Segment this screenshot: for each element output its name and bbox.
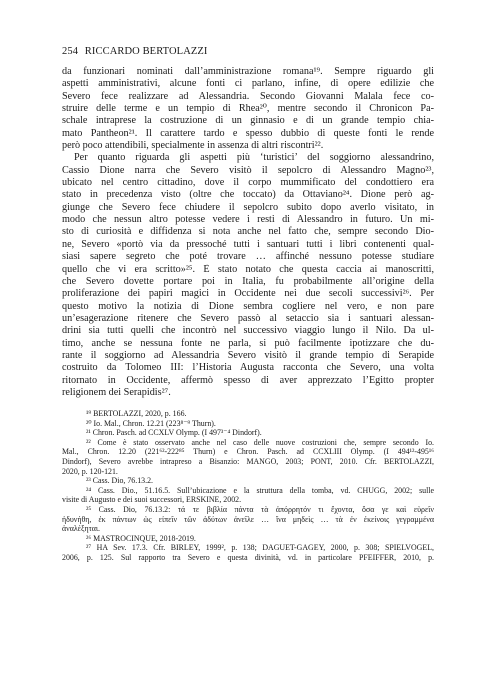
- text-line: giunge che Severo fece chiudere il sepolcro subito dopo averlo visitato, in: [62, 201, 434, 213]
- text-line: però poco attendibili, specialmente in assenza di altri riscontri²².: [62, 140, 324, 152]
- footnotes: [62, 409, 434, 563]
- footnote-continuation: 2020, p. 120-121.: [62, 466, 118, 476]
- footnote-continuation: ἀναλέξηται.: [62, 524, 101, 534]
- text-line: aspetti amministrativi, alcune fonti ci parlano, infine, di opere edilizie che: [62, 78, 434, 90]
- footnote: ²⁶ MASTROCINQUE, 2018-2019.: [86, 533, 196, 543]
- text-line: Per quanto riguarda gli aspetti più ‘turistici’ del soggiorno alessandrino,: [74, 152, 434, 164]
- text-line: costruito da Tolomeo III: l’Historia Augusta racconta che Severo, una volta: [62, 362, 434, 374]
- text-line: drini sia tutti quelli che incontrò nel successivo viaggio lungo il Nilo. Da ul-: [62, 325, 434, 337]
- text-line: quello che vi era scritto»²⁵. È stato notato che questa caccia ai manoscritti,: [62, 263, 434, 275]
- main-text: [62, 66, 434, 399]
- text-line: religionem dei Serapidis²⁷.: [62, 386, 171, 398]
- footnote-continuation: Dindorf), Severo avrebbe intrapreso a Bisanzio: MANGO, 2003; PONT, 2010. Cfr. BERTOLAZZI,: [62, 456, 434, 466]
- text-line: ubicato nel centro cittadino, dove il corpo mummificato del condottiero era: [62, 177, 434, 189]
- footnote: ²³ Cass. Dio, 76.13.2.: [86, 476, 153, 486]
- footnote: ²⁵ Cass. Dio, 76.13.2: τά τε βιβλία πάντα τὰ ἀπόρρητόν τι ἔχοντα, ὅσα γε καὶ εὑρεῖν: [86, 504, 434, 514]
- text-line: proliferazione dei papiri magici in Occidente nei due secoli successivi²⁶. Per: [62, 288, 434, 300]
- footnote: ²⁴ Cass. Dio., 51.16.5. Sull’ubicazione e la struttura della tomba, vd. CHUGG, 2002; sulle: [86, 485, 434, 495]
- footnote-continuation: ἠδυνήθη, ἐκ πάντων ὡς εἰπεῖν τῶν ἀδύτων ἀνεῖλε … ἵνα μηδεὶς … τὰ ἐν ἐκείνοις γεγραμμένα: [62, 514, 434, 524]
- text-line: modo che nessun altro potesse vedere i resti di Alessandro in futuro. Un mi-: [62, 214, 434, 226]
- text-line: un’esagerazione ritenere che Severo passò al setaccio sia i santuari alessan-: [62, 312, 434, 324]
- text-line: Severo fece realizzare ad Alessandria. Secondo Giovanni Malala fece co-: [62, 90, 434, 102]
- text-line: sto di curiosità e diffidenza si nota anche nel fatto che, sempre secondo Dio-: [62, 226, 434, 238]
- text-line: stato in precedenza visto (oltre che toccato) da Ottaviano²⁴. Dione però ag-: [62, 189, 434, 201]
- footnote-continuation: visite di Augusto e dei suoi successori, ERSKINE, 2002.: [62, 495, 242, 505]
- text-line: struire delle terme e un tempio di Rhea²⁰, mentre secondo il Chronicon Pa-: [62, 103, 434, 115]
- text-line: questo motivo la notizia di Dione sembra cogliere nel vero, e non pare: [62, 300, 434, 312]
- text-line: ne, Severo «portò via da pressoché tutti i santuari tutti i libri contenenti qual-: [62, 238, 434, 250]
- text-line: che Severo dovette portare poi in Italia, fu probabilmente all’origine della: [62, 275, 434, 287]
- footnote: ¹⁹ BERTOLAZZI, 2020, p. 166.: [86, 409, 187, 418]
- text-line: timo, anche se nessuna fonte ne parla, si può facilmente ipotizzare che du-: [62, 337, 434, 349]
- page-number: 254: [62, 46, 79, 57]
- text-line: da funzionari nominati dall’amministrazione romana¹⁹. Sempre riguardo gli: [62, 66, 434, 77]
- footnote: ²¹ Chron. Pasch. ad CCXLV Olymp. (I 497³⁻⁴ Dindorf).: [86, 428, 262, 438]
- footnote-continuation: Mal., Chron. 12.20 (221⁶²-222⁸⁵ Thurn) e Chron. Pasch. ad CCXLIII Olymp. (I 494¹²-495¹⁶: [62, 447, 434, 457]
- running-head: RICCARDO BERTOLAZZI: [84, 46, 208, 57]
- text-line: siasi sapere segreto che poté trovare … affinché nessuno potesse studiare: [62, 251, 434, 263]
- text-line: ritornato in Occidente, affermò spesso di aver apprezzato l’Egitto propter: [62, 374, 434, 386]
- text-line: mato Pantheon²¹. Il carattere tardo e spesso dubbio di queste fonti le rende: [62, 127, 434, 139]
- footnote-continuation: 2006, p. 125. Sul rapporto tra Severo e questa divinità, vd. in particolare PFEIFFER, 2010, p.: [62, 552, 434, 562]
- footnote: ²⁰ Io. Mal., Chron. 12.21 (223⁸⁻⁹ Thurn).: [86, 418, 216, 428]
- page-header: [62, 46, 208, 57]
- text-line: Cassio Dione narra che Severo visitò il sepolcro di Alessandro Magno²³,: [62, 164, 434, 176]
- text-line: schale intraprese la costruzione di un ginnasio e di un grande tempio chia-: [62, 115, 434, 127]
- footnote: ²² Come è stato osservato anche nel caso delle nuove costruzioni che, sempre secondo Io.: [86, 437, 434, 447]
- footnote: ²⁷ HA Sev. 17.3. Cfr. BIRLEY, 1999², p. 138; DAGUET-GAGEY, 2000, p. 308; SPIELVOGEL,: [86, 543, 434, 553]
- text-line: rante il soggiorno ad Alessandria Severo visitò il grande tempio di Serapide: [62, 349, 434, 361]
